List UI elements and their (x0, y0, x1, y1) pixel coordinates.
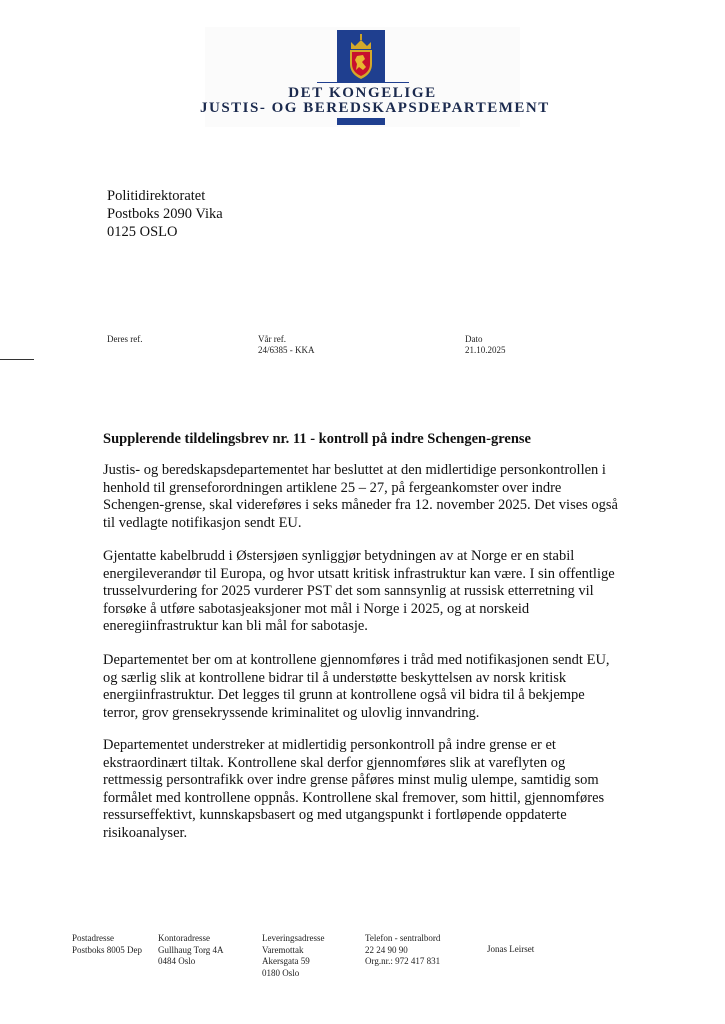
contact-name: Jonas Leirset (487, 944, 535, 954)
paragraph-1 (103, 462, 668, 532)
text-line: Departementet understreker at midlertidig personkontroll på indre grense er et (103, 737, 556, 753)
text-line: forsøke å utføre sabotasjeaksjoner mot mål i Norge i 2025, og at norskeid (103, 600, 530, 617)
footer-label: Kontoradresse (158, 933, 210, 943)
fold-mark (0, 359, 34, 360)
text-line: energiinfrastruktur. Det legges til grunn at kontrollene også vil bidra til å bekjempe (103, 687, 585, 704)
footer-value: Akersgata 59 (262, 956, 310, 966)
deres-ref-label: Deres ref. (107, 334, 143, 344)
text-line: trusselvurdering for 2025 vurderer PST det som sannsynlig at russisk etterretning vil (103, 583, 594, 600)
var-ref-value: 24/6385 - KKA (258, 345, 315, 355)
text-line: rettmessig persontrafikk over indre grense påføres minst mulig ulempe, samtidig som (103, 772, 599, 789)
text-line: energileverandør til Europa, og hvor utsatt kritisk infrastruktur kan være. I sin offentlige (103, 565, 615, 582)
footer-label: Postadresse (72, 933, 114, 943)
logo-bottom-bar (337, 118, 385, 125)
footer-telefon (365, 933, 440, 968)
footer-value: 22 24 90 90 (365, 944, 408, 955)
var-ref (258, 334, 315, 356)
text-line: terror, grov grensekryssende kriminalitet og ulovlig innvandring. (103, 704, 480, 721)
date-label: Dato (465, 334, 483, 344)
footer-value: 0484 Oslo (158, 956, 196, 966)
logo-title-line1: DET KONGELIGE (288, 85, 437, 101)
text-line: Gjentatte kabelbrudd i Østersjøen synliggjør betydningen av at Norge er en stabil (103, 548, 575, 564)
paragraph-4 (103, 737, 668, 843)
date-value: 21.10.2025 (465, 345, 506, 355)
text-line: formålet med kontrollene oppnås. Kontrollene skal fremover, som hittil, gjennomføres (103, 789, 605, 806)
footer-contact (487, 944, 534, 956)
text-line: Departementet ber om at kontrollene gjennomføres i tråd med notifikasjonen sendt EU, (103, 652, 610, 668)
text-line: henhold til grenseforordningen artiklene 25 – 27, på fergeankomster over indre (103, 479, 562, 496)
footer-value: Gullhaug Torg 4A (158, 944, 224, 955)
logo-title-line2: JUSTIS- OG BEREDSKAPSDEPARTEMENT (200, 100, 550, 116)
paragraph-3 (103, 652, 668, 722)
footer-value: 0180 Oslo (262, 967, 300, 978)
letter-subject: Supplerende tildelingsbrev nr. 11 - kontroll på indre Schengen-grense (103, 431, 531, 447)
footer-label: Telefon - sentralbord (365, 933, 441, 943)
paragraph-2 (103, 548, 668, 636)
text-line: risikoanalyser. (103, 824, 188, 841)
text-line: ekstraordinært tiltak. Kontrollene skal derfor gjennomføres slik at vareflyten og (103, 754, 566, 771)
date (465, 334, 506, 356)
recipient-line: 0125 OSLO (107, 224, 178, 240)
footer-value: Org.nr.: 972 417 831 (365, 956, 441, 966)
footer-value: Postboks 8005 Dep (72, 944, 143, 955)
text-line: og særlig slik at kontrollene bidrar til å understøtte beskyttelsen av norsk kritisk (103, 669, 567, 686)
text-line: Schengen-grense, skal videreføres i seks måneder fra 12. november 2025. Det vises også (103, 497, 618, 514)
recipient-line: Politidirektoratet (107, 188, 206, 204)
var-ref-label: Vår ref. (258, 334, 286, 344)
text-line: Justis- og beredskapsdepartementet har besluttet at den midlertidige personkontrollen i (103, 462, 606, 478)
footer-leveringsadresse (262, 933, 324, 979)
text-line: ressurseffektivt, kunnskapsbasert og med utgangspunkt i fortløpende oppdaterte (103, 807, 567, 824)
deres-ref (107, 334, 142, 345)
recipient-address (107, 187, 223, 241)
footer-kontoradresse (158, 933, 224, 968)
text-line: til vedlagte notifikasjon sendt EU. (103, 514, 302, 531)
logo-rule (317, 82, 409, 83)
footer-label: Leveringsadresse (262, 933, 325, 943)
recipient-line: Postboks 2090 Vika (107, 206, 223, 222)
footer-postadresse (72, 933, 142, 956)
text-line: eneregiinfrastruktur kan bli mål for sabotasje. (103, 618, 368, 635)
footer-value: Varemottak (262, 944, 304, 955)
norwegian-coat-of-arms-icon (347, 34, 375, 80)
